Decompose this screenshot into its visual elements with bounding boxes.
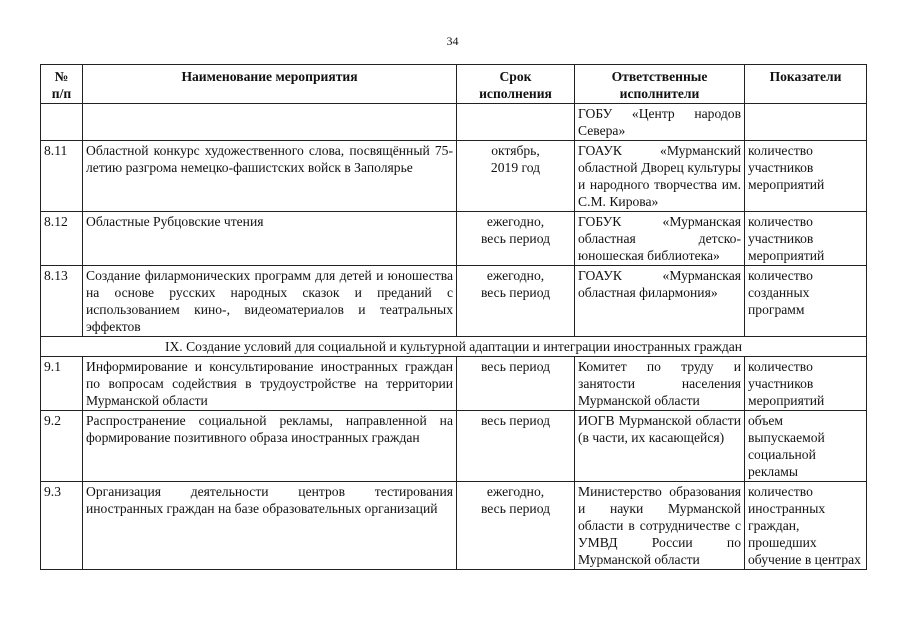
cell-responsible: ГОБУ «Центр народов Севера» — [575, 104, 745, 141]
cell-term: весь период — [457, 411, 575, 482]
cell-indicators: количество участников мероприятий — [745, 141, 867, 212]
events-table — [40, 64, 867, 570]
table-row-continuation — [41, 104, 867, 141]
header-name: Наименование мероприятия — [83, 65, 457, 104]
cell-term: весь период — [457, 357, 575, 411]
cell-indicators: количество участников мероприятий — [745, 357, 867, 411]
cell-responsible: ГОАУК «Мурманская областная филармония» — [575, 266, 745, 337]
cell-responsible: ИОГВ Мурманской области (в части, их касающейся) — [575, 411, 745, 482]
table-row — [41, 411, 867, 482]
cell-indicators — [745, 104, 867, 141]
header-term: Срок исполнения — [457, 65, 575, 104]
cell-name: Распространение социальной рекламы, направленной на формирование позитивного образа иностранных граждан — [83, 411, 457, 482]
cell-name: Областной конкурс художественного слова, посвящённый 75-летию разгрома немецко-фашистских войск в Заполярье — [83, 141, 457, 212]
cell-name: Информирование и консультирование иностранных граждан по вопросам содействия в трудоустройстве на территории Мурманской области — [83, 357, 457, 411]
cell-name: Организация деятельности центров тестирования иностранных граждан на базе образовательных организаций — [83, 482, 457, 570]
table-header-row — [41, 65, 867, 104]
cell-num — [41, 104, 83, 141]
table-row — [41, 141, 867, 212]
cell-term: октябрь, 2019 год — [457, 141, 575, 212]
cell-responsible: ГОБУК «Мурманская областная детско-юношеская библиотека» — [575, 212, 745, 266]
header-indicators: Показатели — [745, 65, 867, 104]
cell-num: 8.12 — [41, 212, 83, 266]
cell-term: ежегодно, весь период — [457, 266, 575, 337]
cell-indicators: количество созданных программ — [745, 266, 867, 337]
header-num: № п/п — [41, 65, 83, 104]
cell-term — [457, 104, 575, 141]
cell-responsible: Комитет по труду и занятости населения Мурманской области — [575, 357, 745, 411]
table-row — [41, 482, 867, 570]
cell-responsible: ГОАУК «Мурманский областной Дворец культуры и народного творчества им. С.М. Кирова» — [575, 141, 745, 212]
cell-name: Создание филармонических программ для детей и юношества на основе русских народных сказок и преданий с использованием кино-, видеоматериалов и театральных эффектов — [83, 266, 457, 337]
table-row — [41, 212, 867, 266]
cell-responsible: Министерство образования и науки Мурманской области в сотрудничестве с УМВД России по Мурманской области — [575, 482, 745, 570]
page-number: 34 — [446, 34, 459, 48]
cell-name: Областные Рубцовские чтения — [83, 212, 457, 266]
cell-num: 8.13 — [41, 266, 83, 337]
cell-indicators: объем выпускаемой социальной рекламы — [745, 411, 867, 482]
header-responsible: Ответственные исполнители — [575, 65, 745, 104]
table-row — [41, 266, 867, 337]
cell-name — [83, 104, 457, 141]
cell-indicators: количество иностранных граждан, прошедших обучение в центрах — [745, 482, 867, 570]
section-9-title: IX. Создание условий для социальной и культурной адаптации и интеграции иностранных граждан — [41, 337, 867, 357]
section-heading-row — [41, 337, 867, 357]
cell-term: ежегодно, весь период — [457, 482, 575, 570]
cell-indicators: количество участников мероприятий — [745, 212, 867, 266]
cell-num: 8.11 — [41, 141, 83, 212]
cell-num: 9.3 — [41, 482, 83, 570]
cell-term: ежегодно, весь период — [457, 212, 575, 266]
table-row — [41, 357, 867, 411]
cell-num: 9.1 — [41, 357, 83, 411]
cell-num: 9.2 — [41, 411, 83, 482]
